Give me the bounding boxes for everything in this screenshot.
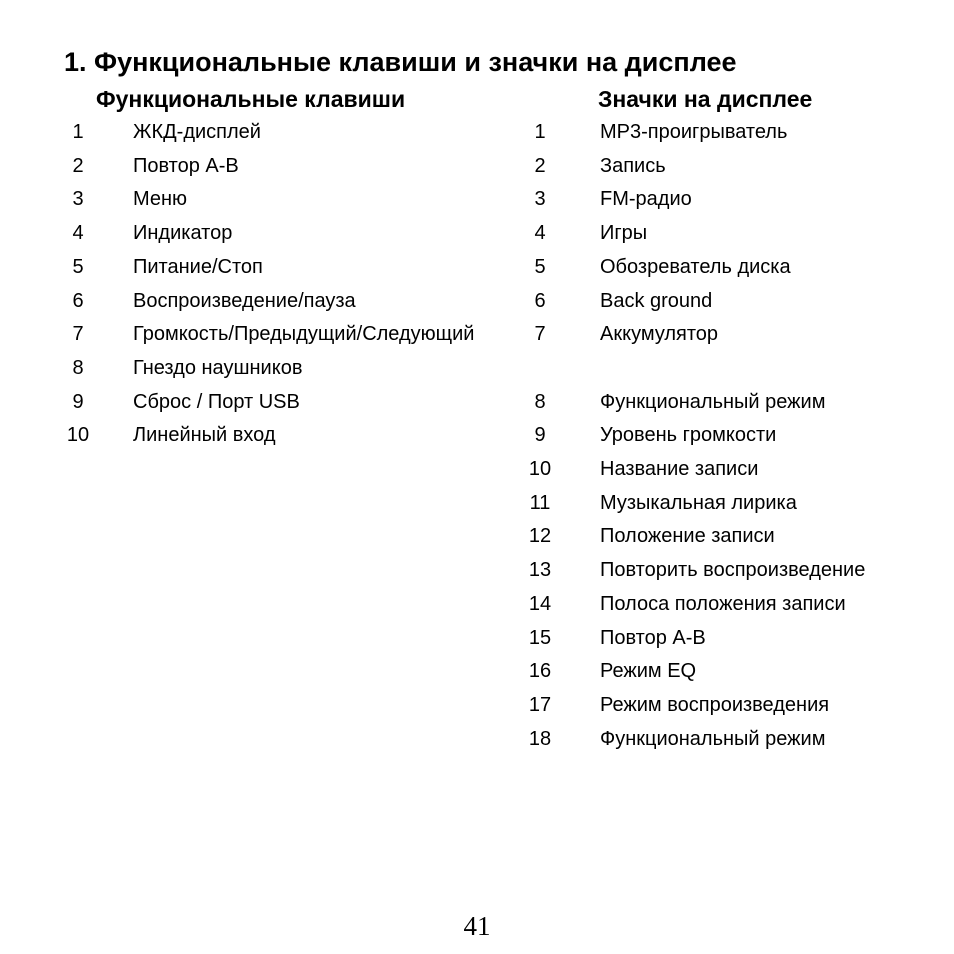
item-number: 7 [534, 323, 546, 346]
list-item [520, 116, 940, 150]
function-keys-list [60, 116, 500, 453]
item-number: 12 [528, 525, 552, 548]
item-label: Положение записи [600, 525, 775, 548]
list-item [520, 487, 940, 521]
list-item [520, 419, 940, 453]
item-number: 4 [72, 222, 84, 245]
item-number: 2 [534, 154, 546, 177]
item-number: 11 [529, 491, 551, 514]
item-number: 1 [534, 121, 546, 143]
item-label: Гнездо наушников [133, 356, 303, 379]
item-label: Уровень громкости [600, 424, 777, 447]
item-label: Индикатор [133, 222, 233, 245]
item-label: Режим воспроизведения [600, 693, 830, 716]
list-item [520, 217, 940, 251]
item-label: Обозреватель диска [600, 255, 791, 278]
display-icons-list [520, 116, 940, 756]
item-number: 4 [534, 222, 546, 245]
list-item [520, 183, 940, 217]
item-number: 14 [528, 592, 552, 615]
item-label: Громкость/Предыдущий/Следующий [133, 323, 475, 346]
item-label: Питание/Стоп [133, 255, 263, 278]
item-number: 10 [528, 458, 552, 481]
item-label: Сброс / Порт USB [133, 390, 300, 413]
list-item [520, 386, 940, 420]
list-item [60, 217, 500, 251]
page-title: 1. Функциональные клавиши и значки на дисплее [64, 47, 737, 77]
list-item [520, 588, 940, 622]
item-number: 15 [528, 626, 552, 649]
item-label: Режим EQ [600, 660, 697, 683]
list-item [60, 183, 500, 217]
list-item [60, 116, 500, 150]
list-item [60, 386, 500, 420]
item-label: Линейный вход [133, 424, 276, 447]
list-item [520, 723, 940, 757]
list-item [60, 318, 500, 352]
list-item [60, 285, 500, 319]
item-label: Аккумулятор [600, 323, 719, 346]
item-number: 8 [72, 356, 84, 379]
list-item [520, 655, 940, 689]
item-label: Повтор A-B [133, 154, 239, 177]
item-number: 17 [528, 693, 552, 716]
item-label: Полоса положения записи [600, 592, 846, 615]
item-label: Название записи [600, 458, 759, 481]
item-number: 7 [72, 323, 84, 346]
item-number: 6 [72, 289, 84, 312]
list-item [520, 453, 940, 487]
item-number: 3 [534, 188, 546, 211]
item-label: Воспроизведение/пауза [133, 289, 356, 312]
item-label: ЖКД-дисплей [133, 121, 261, 143]
item-number: 16 [528, 660, 552, 683]
list-item [60, 419, 500, 453]
item-label: Повторить воспроизведение [600, 559, 866, 582]
item-label: MP3-проигрыватель [600, 121, 788, 143]
page-number: 41 [463, 911, 491, 941]
item-label: Игры [600, 222, 648, 245]
list-item [60, 352, 500, 386]
list-spacer [520, 352, 940, 386]
item-number: 9 [534, 424, 546, 447]
item-number: 1 [72, 121, 84, 143]
item-number: 3 [72, 188, 84, 211]
list-item [520, 520, 940, 554]
list-item [520, 251, 940, 285]
display-icons-heading: Значки на дисплее [598, 86, 813, 112]
item-number: 5 [534, 255, 546, 278]
item-number: 9 [72, 390, 84, 413]
function-keys-heading: Функциональные клавиши [96, 86, 406, 112]
item-label: FM-радио [600, 188, 692, 211]
item-number: 2 [72, 154, 84, 177]
item-label: Back ground [600, 289, 713, 312]
list-item [520, 285, 940, 319]
list-item [520, 689, 940, 723]
list-item [60, 150, 500, 184]
item-label: Музыкальная лирика [600, 491, 797, 514]
item-number: 8 [534, 390, 546, 413]
list-item [520, 318, 940, 352]
item-number: 5 [72, 255, 84, 278]
item-label: Функциональный режим [600, 390, 826, 413]
list-item [520, 150, 940, 184]
item-label: Функциональный режим [600, 727, 826, 750]
item-label: Меню [133, 188, 188, 211]
item-number: 10 [66, 424, 90, 447]
item-label: Запись [600, 154, 666, 177]
item-number: 13 [528, 559, 552, 582]
item-number: 6 [534, 289, 546, 312]
list-item [60, 251, 500, 285]
list-item [520, 622, 940, 656]
item-number: 18 [528, 727, 552, 750]
list-item [520, 554, 940, 588]
item-label: Повтор A-B [600, 626, 706, 649]
